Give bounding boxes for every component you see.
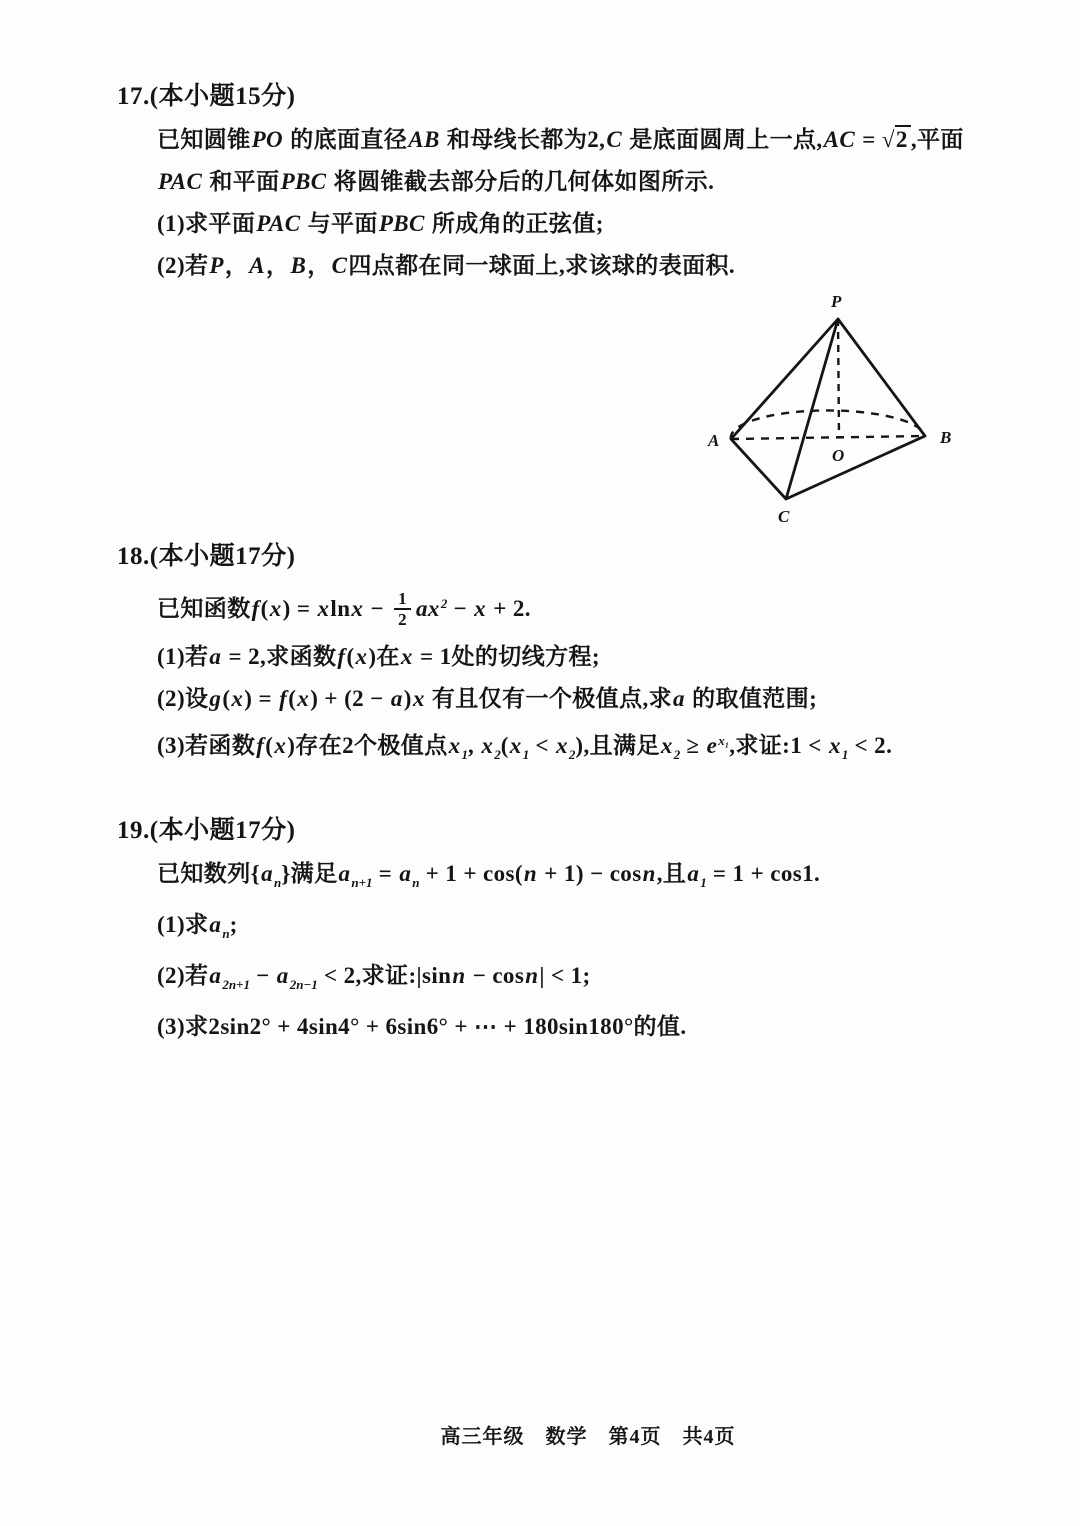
label-B: B	[940, 428, 952, 447]
math-token: P	[209, 253, 224, 278]
math-token: x	[474, 596, 487, 621]
cone-figure-svg	[688, 291, 980, 539]
math-token: 1	[522, 746, 530, 762]
math-token: + 1) − cos	[538, 861, 642, 886]
math-token: (	[260, 596, 269, 621]
math-token: (1)若	[157, 643, 209, 669]
math-token: (1)求	[157, 912, 209, 937]
text-line	[157, 858, 1025, 899]
solid-edges	[731, 319, 925, 499]
math-token: 2	[440, 596, 448, 611]
math-token: ，	[266, 253, 290, 278]
text-line	[157, 1011, 1025, 1043]
text-line	[157, 909, 1025, 950]
math-token: 已知数列{	[157, 861, 261, 886]
math-token: + 1 + cos(	[419, 861, 523, 886]
math-token: −	[364, 596, 391, 621]
math-token: = 1处的切线方程;	[413, 643, 600, 669]
text-line	[157, 725, 1025, 771]
math-token: x	[448, 732, 461, 758]
math-token: ) =	[244, 685, 279, 711]
math-token: f	[251, 596, 260, 621]
math-token: (2)若	[157, 253, 209, 278]
math-token: 将圆锥截去部分后的几何体如图所示.	[327, 169, 715, 194]
math-token: 2n+1	[222, 977, 250, 992]
math-token: x	[509, 732, 522, 758]
math-token: x	[269, 596, 282, 621]
math-token: (	[265, 732, 274, 758]
math-token: PO	[251, 127, 284, 152]
math-token: ≥	[680, 732, 706, 758]
math-token: n+1	[351, 875, 373, 890]
math-token: − cos	[466, 963, 525, 988]
math-token: < 2,求证:|sin	[317, 963, 452, 988]
math-token: a	[673, 685, 685, 711]
math-token: | < 1;	[539, 963, 591, 988]
text-line	[157, 250, 1025, 282]
math-token: a	[276, 963, 289, 988]
math-token: B	[290, 253, 307, 278]
math-token: g	[209, 685, 222, 711]
math-token: n	[525, 963, 539, 988]
math-token: 有且仅有一个极值点,求	[425, 685, 673, 711]
math-token: AB	[408, 127, 440, 152]
problem-18-body	[117, 588, 1025, 771]
math-token: 已知函数	[157, 596, 251, 621]
math-token: (2)设	[157, 685, 209, 711]
text-line	[157, 960, 1025, 1001]
math-token: ) + (2 −	[310, 685, 390, 711]
math-token: C	[606, 127, 623, 152]
math-token: x	[231, 685, 244, 711]
math-token: 2	[494, 746, 501, 762]
math-token: < 2.	[848, 732, 893, 758]
math-token: 是底面圆周上一点,	[623, 127, 823, 152]
math-token: a	[390, 685, 403, 711]
math-token: )	[403, 685, 412, 711]
label-C: C	[778, 507, 790, 526]
math-token: 1	[841, 746, 849, 762]
math-token: (2)若	[157, 963, 209, 988]
math-token: ax	[416, 596, 440, 621]
math-token: C	[331, 253, 348, 278]
math-token: =	[856, 127, 882, 152]
math-token: a	[687, 861, 700, 886]
math-token: n	[452, 963, 466, 988]
math-token: =	[372, 861, 399, 886]
base-circle-arc	[731, 410, 925, 439]
label-P: P	[831, 292, 842, 311]
problem-19-header: 19.(本小题17分)	[117, 817, 296, 844]
math-token: (	[222, 685, 231, 711]
problem-17-header: 17.(本小题15分)	[117, 83, 296, 110]
math-token: (3)若函数	[157, 732, 256, 758]
math-token: x	[660, 732, 673, 758]
math-token: f	[256, 732, 265, 758]
problem-17-body	[117, 124, 1025, 282]
math-token: 和平面	[203, 169, 280, 194]
math-token: (3)求2sin2° + 4sin4° + 6sin6° + ⋯ + 180sin180°的值.	[157, 1014, 687, 1039]
math-token: = 1 + cos1.	[706, 861, 821, 886]
text-line	[157, 588, 1025, 631]
text-line	[157, 641, 1025, 673]
math-token: = 2,求函数	[222, 643, 337, 669]
text-line	[157, 683, 1025, 715]
math-token: x	[351, 596, 364, 621]
math-token: 1	[461, 746, 469, 762]
text-line	[157, 166, 1025, 198]
math-token: ,平面	[910, 127, 964, 152]
math-token: x	[481, 732, 494, 758]
math-token: )存在2个极值点	[287, 732, 448, 758]
math-token: $\frac{1}{2}$	[394, 589, 411, 629]
math-token: ) =	[282, 596, 317, 621]
math-token: A	[249, 253, 266, 278]
math-token: 1	[700, 875, 707, 890]
math-token: −	[447, 596, 474, 621]
math-token: a	[338, 861, 351, 886]
label-O: O	[832, 446, 845, 465]
math-token: ，	[224, 253, 249, 278]
text-line	[157, 124, 1025, 156]
math-token: a	[399, 861, 412, 886]
math-token: (	[288, 685, 297, 711]
math-token: 2	[568, 746, 576, 762]
math-token: x	[828, 732, 841, 758]
math-token: ),且满足	[575, 732, 660, 758]
math-token: ln	[330, 596, 351, 621]
math-token: 所成角的正弦值;	[425, 211, 604, 236]
math-token: AC	[823, 127, 856, 152]
math-token: )在	[368, 643, 400, 669]
math-token: x₁	[718, 732, 730, 748]
problem-18-header: 18.(本小题17分)	[117, 543, 296, 570]
math-token: 四点都在同一球面上,求该球的表面积.	[348, 253, 736, 278]
axis-PO-dashed	[838, 319, 839, 437]
text-line	[157, 208, 1025, 240]
math-token: <	[529, 732, 556, 758]
math-token: PAC	[256, 211, 301, 236]
math-token: x	[297, 685, 310, 711]
math-token: 的底面直径	[284, 127, 408, 152]
math-token: x	[400, 643, 413, 669]
math-token: ，	[307, 253, 331, 278]
math-token: −	[249, 963, 276, 988]
problem-17	[117, 80, 1025, 282]
math-token: x	[317, 596, 330, 621]
math-token: PAC	[158, 169, 203, 194]
math-token: n	[523, 861, 538, 886]
math-token: (	[500, 732, 509, 758]
math-token: ;	[229, 912, 238, 937]
math-token: a	[209, 963, 222, 988]
problem-19	[117, 814, 1025, 1043]
math-token: 已知圆锥	[157, 127, 251, 152]
math-token: x	[556, 732, 568, 758]
problem-18	[117, 540, 1025, 771]
math-token: PBC	[280, 169, 327, 194]
math-token: 和母线长都为2,	[440, 127, 606, 152]
diameter-AB-dashed	[731, 436, 925, 439]
math-token: (	[346, 643, 355, 669]
math-token: e	[706, 732, 718, 758]
math-token: f	[279, 685, 288, 711]
cone-figure	[688, 291, 980, 539]
math-token: a	[261, 861, 273, 886]
math-token: + 2.	[487, 596, 531, 621]
math-token: 2n−1	[289, 977, 318, 992]
math-token: x	[412, 685, 425, 711]
math-token: a	[209, 643, 222, 669]
math-token: }满足	[281, 861, 338, 886]
math-token: ,	[468, 732, 481, 758]
math-token: ,且	[656, 861, 687, 886]
math-token: 2	[673, 746, 681, 762]
math-token: x	[274, 732, 287, 758]
math-token: 与平面	[301, 211, 378, 236]
math-token: n	[412, 875, 420, 890]
math-token: ,求证:1 <	[729, 732, 828, 758]
page-footer: 高三年级 数学 第4页 共4页	[440, 1426, 736, 1448]
math-token: n	[273, 875, 282, 890]
math-token: x	[355, 643, 368, 669]
math-token: n	[222, 926, 230, 941]
math-token: f	[337, 643, 346, 669]
problem-19-body	[117, 858, 1025, 1043]
math-token: 的取值范围;	[685, 685, 818, 711]
math-token: √2	[882, 125, 911, 152]
math-token: n	[642, 861, 656, 886]
math-token: PBC	[378, 211, 425, 236]
math-token: a	[209, 912, 222, 937]
math-token: (1)求平面	[157, 211, 256, 236]
label-A: A	[708, 431, 720, 450]
